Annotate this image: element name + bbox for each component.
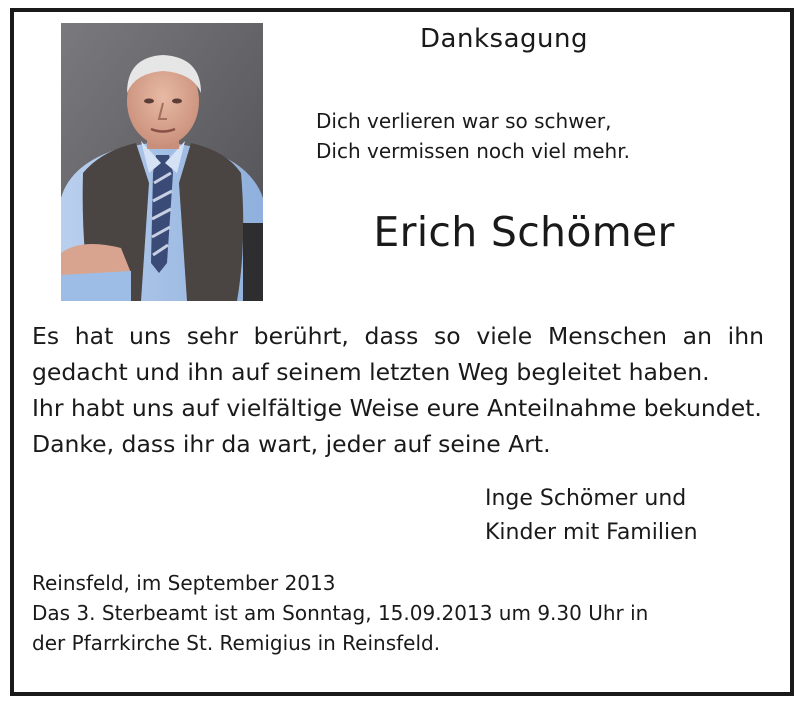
message-line: Ihr habt uns auf vielfältige Weise eure Anteilnahme bekundet. [32,394,762,422]
notice-frame [10,8,794,696]
portrait-photo [61,23,263,301]
footer-line: Reinsfeld, im September 2013 [32,571,336,595]
service-details [32,568,648,658]
verse-line: Dich verlieren war so schwer, [316,109,612,133]
notice-title: Danksagung [420,24,588,54]
thank-you-message [32,318,764,462]
family-signature [485,482,698,550]
footer-line: der Pfarrkirche St. Remigius in Reinsfeld. [32,631,441,655]
signature-line: Inge Schömer und [485,486,687,511]
verse-line: Dich vermissen noch viel mehr. [316,139,630,163]
message-line: gedacht und ihn auf seinem letzten Weg begleitet haben. [32,358,710,386]
message-line: Danke, dass ihr da wart, jeder auf seine Art. [32,430,551,458]
signature-line: Kinder mit Familien [485,520,698,545]
memorial-verse [316,106,630,166]
message-line: Es hat uns sehr berührt, dass so viele Menschen an ihn [32,322,764,350]
deceased-name: Erich Schömer [373,208,675,256]
footer-line: Das 3. Sterbeamt ist am Sonntag, 15.09.2013 um 9.30 Uhr in [32,601,649,625]
